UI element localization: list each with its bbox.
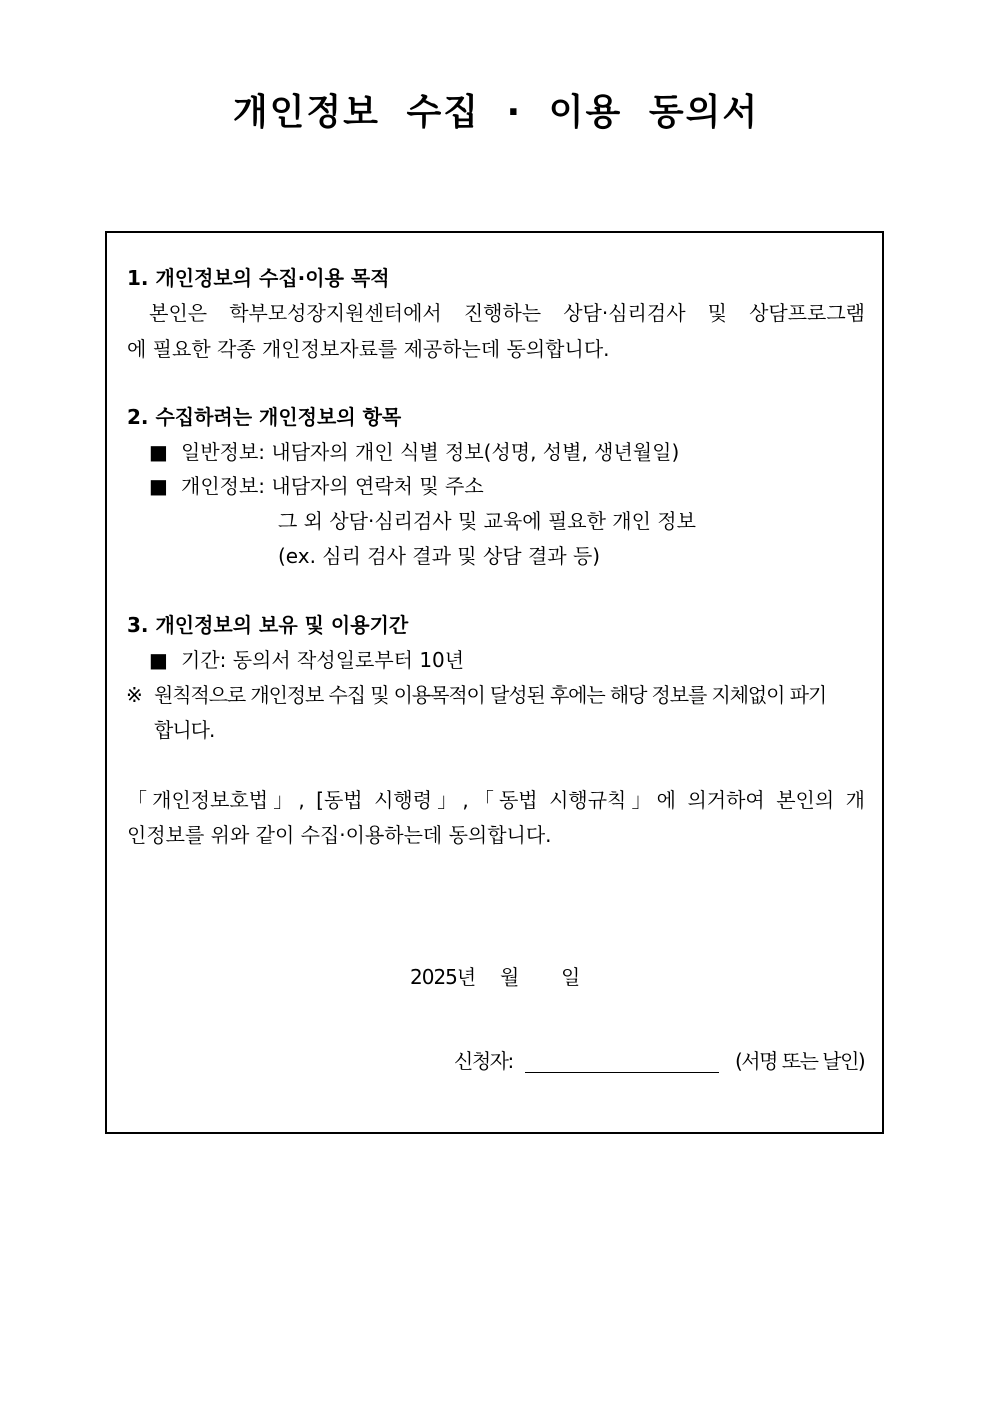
date-year: 2025년 xyxy=(410,965,476,989)
section3-item-period xyxy=(149,646,464,674)
signature-line xyxy=(525,1072,719,1073)
reference-mark-icon: ※ xyxy=(126,683,142,707)
section2-heading: 2. 수집하려는 개인정보의 항목 xyxy=(127,405,402,429)
section3-heading: 3. 개인정보의 보유 및 이용기간 xyxy=(127,613,409,637)
section3-note-line2: 합니다. xyxy=(154,718,215,742)
bullet-square-icon: ■ xyxy=(149,474,168,498)
section3-note-line1-text: 원칙적으로 개인정보 수집 및 이용목적이 달성된 후에는 해당 정보를 지체없이 파기 xyxy=(154,683,827,707)
consent-statement-line2: 인정보를 위와 같이 수집·이용하는데 동의합니다. xyxy=(127,823,552,847)
section2-item-personal-cont1: 그 외 상담·심리검사 및 교육에 필요한 개인 정보 xyxy=(278,509,696,533)
section1-body-line2: 에 필요한 각종 개인정보자료를 제공하는데 동의합니다. xyxy=(127,337,610,361)
section1-heading: 1. 개인정보의 수집·이용 목적 xyxy=(127,266,390,290)
section2-item-personal-cont2: (ex. 심리 검사 결과 및 상담 결과 등) xyxy=(278,544,601,568)
applicant-label: 신청자: xyxy=(454,1049,513,1073)
section3-note-line1 xyxy=(126,681,826,709)
signature-suffix: (서명 또는 날인) xyxy=(735,1049,865,1073)
section2-item-general-text: 일반정보: 내담자의 개인 식별 정보(성명, 성별, 생년월일) xyxy=(181,440,680,464)
section3-item-period-text: 기간: 동의서 작성일로부터 10년 xyxy=(181,648,465,672)
bullet-square-icon: ■ xyxy=(149,440,168,464)
section2-item-general xyxy=(149,438,679,466)
consent-statement-line1: 「개인정보호법」, [동법 시행령」,「동법 시행규칙」에 의거하여 본인의 개 xyxy=(127,788,865,812)
page-title: 개인정보 수집 · 이용 동의서 xyxy=(232,92,760,133)
bullet-square-icon: ■ xyxy=(149,648,168,672)
section2-item-personal-text: 개인정보: 내담자의 연락처 및 주소 xyxy=(181,474,484,498)
section1-body-line1: 본인은 학부모성장지원센터에서 진행하는 상담·심리검사 및 상담프로그램 xyxy=(127,301,865,325)
date-month: 월 xyxy=(500,965,520,989)
section2-item-personal xyxy=(149,472,484,500)
date-day: 일 xyxy=(561,965,581,989)
